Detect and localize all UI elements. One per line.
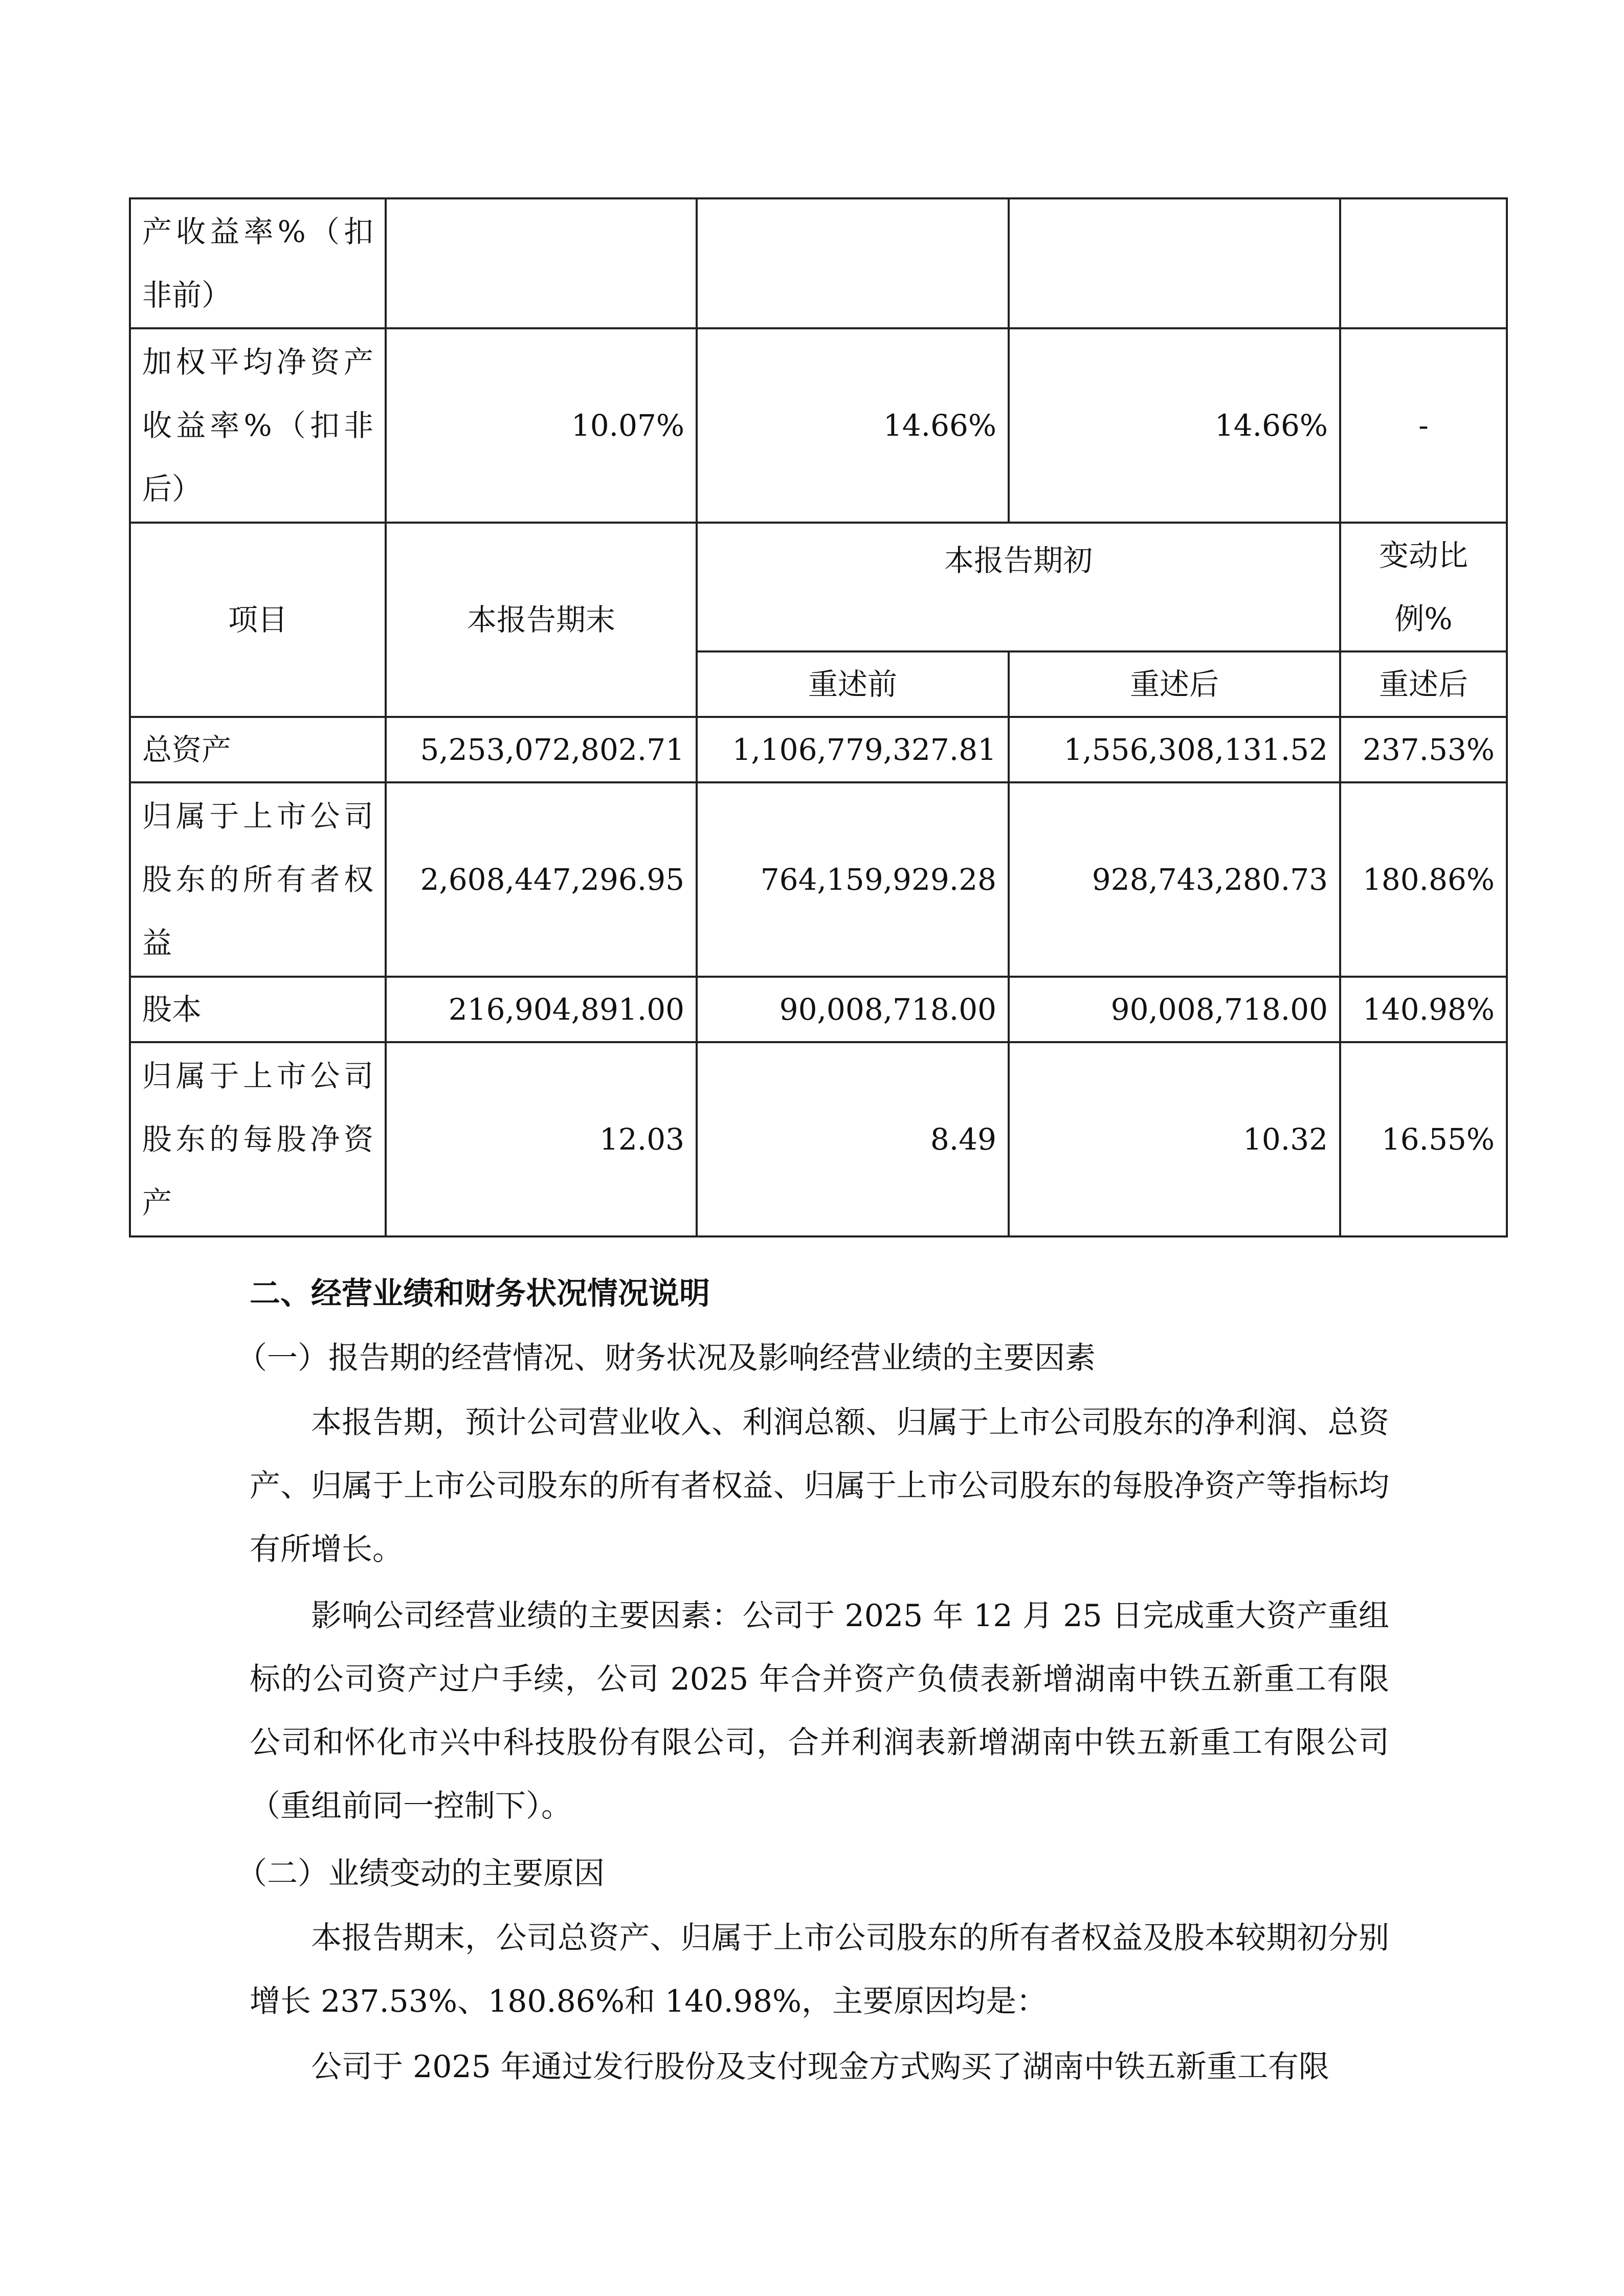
cell-value: 14.66% [697, 328, 1009, 523]
paragraph-4: 公司于 2025 年通过发行股份及支付现金方式购买了湖南中铁五新重工有限 [311, 2049, 1329, 2085]
cell-value: 12.03 [386, 1042, 697, 1236]
subsection-heading-1: （一）报告期的经营情况、财务状况及影响经营业绩的主要因素 [236, 1340, 1096, 1376]
financial-data-table [129, 197, 1508, 1237]
cell-value: 216,904,891.00 [386, 977, 697, 1042]
row-label: 归属于上市公司股东的所有者权益 [130, 782, 386, 977]
table-row [130, 717, 1507, 782]
header-item: 项目 [130, 523, 386, 717]
header-period-end: 本报告期末 [386, 523, 697, 717]
cell-value: 14.66% [1009, 328, 1340, 523]
header-period-begin: 本报告期初 [697, 523, 1340, 651]
cell-value: 16.55% [1340, 1042, 1507, 1236]
cell-value: 1,106,779,327.81 [697, 717, 1009, 782]
cell-value: 10.07% [386, 328, 697, 523]
cell-value: 764,159,929.28 [697, 782, 1009, 977]
paragraph-1: 本报告期，预计公司营业收入、利润总额、归属于上市公司股东的净利润、总资产、归属于上市公司股东的所有者权益、归属于上市公司股东的每股净资产等指标均有所增长。 [250, 1405, 1389, 1567]
cell-value: 90,008,718.00 [697, 977, 1009, 1042]
table-header-row [130, 523, 1507, 651]
cell-value: 140.98% [1340, 977, 1507, 1042]
cell-value: - [1340, 328, 1507, 523]
row-label: 归属于上市公司股东的每股净资产 [130, 1042, 386, 1236]
cell-value: 1,556,308,131.52 [1009, 717, 1340, 782]
section-heading: 二、经营业绩和财务状况情况说明 [250, 1276, 710, 1312]
header-change-ratio: 变动比例% [1340, 523, 1507, 651]
row-label: 产收益率%（扣非前） [130, 198, 386, 328]
subsection-heading-2: （二）业绩变动的主要原因 [236, 1856, 605, 1892]
table-row [130, 198, 1507, 328]
cell-value: 8.49 [697, 1042, 1009, 1236]
table-row [130, 782, 1507, 977]
cell-value: 180.86% [1340, 782, 1507, 977]
cell-value: 90,008,718.00 [1009, 977, 1340, 1042]
row-label: 总资产 [130, 717, 386, 782]
cell-value: 2,608,447,296.95 [386, 782, 697, 977]
table-row [130, 1042, 1507, 1236]
cell-value: 928,743,280.73 [1009, 782, 1340, 977]
row-label: 加权平均净资产收益率%（扣非后） [130, 328, 386, 523]
cell-value: 237.53% [1340, 717, 1507, 782]
cell-value: 5,253,072,802.71 [386, 717, 697, 782]
header-restated-after: 重述后 [1009, 651, 1340, 717]
cell-value: 10.32 [1009, 1042, 1340, 1236]
paragraph-2: 影响公司经营业绩的主要因素：公司于 2025 年 12 月 25 日完成重大资产重组标的公司资产过户手续，公司 2025 年合并资产负债表新增湖南中铁五新重工有限公司和怀化市兴中科技股份有限公司，合并利润表新增湖南中铁五新重工有限公司（重组前同一控制下）。 [250, 1598, 1389, 1824]
table-row [130, 977, 1507, 1042]
header-restated-before: 重述前 [697, 651, 1009, 717]
paragraph-3: 本报告期末，公司总资产、归属于上市公司股东的所有者权益及股本较期初分别增长 237.53%、180.86%和 140.98%，主要原因均是： [250, 1920, 1389, 2019]
row-label: 股本 [130, 977, 386, 1042]
header-change-restated: 重述后 [1340, 651, 1507, 717]
table-row [130, 328, 1507, 523]
